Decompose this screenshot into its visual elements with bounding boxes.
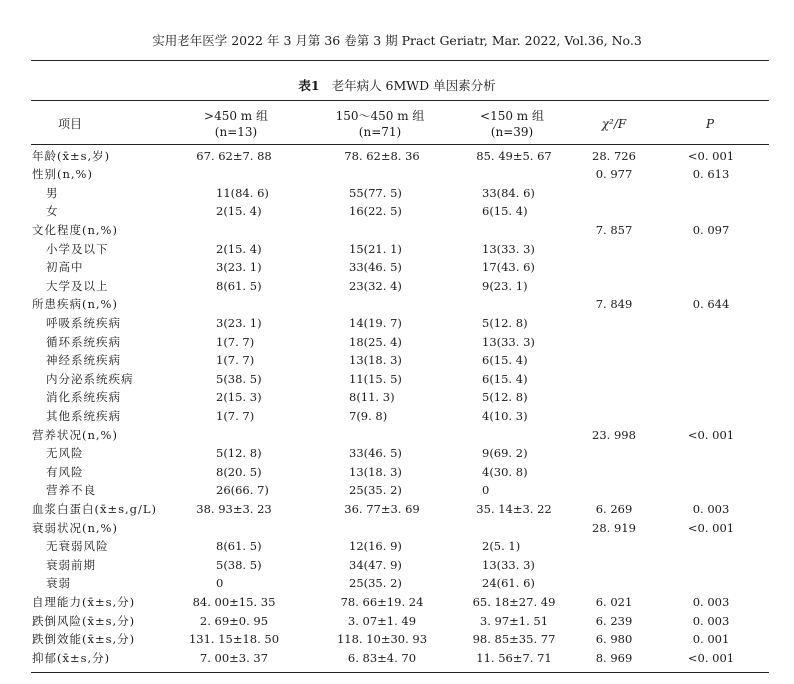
row-label: 营养不良 xyxy=(46,483,96,498)
cell-group3: 5(12. 8) xyxy=(482,315,528,330)
cell-group1: 67. 62±7. 88 xyxy=(196,148,272,163)
col-header-group1-n: (n=13) xyxy=(214,125,258,139)
cell-group2: 14(19. 7) xyxy=(349,315,402,330)
cell-group1: 3(23. 1) xyxy=(216,260,262,275)
cell-group1: 1(7. 7) xyxy=(216,408,255,423)
table-row xyxy=(0,277,794,296)
cell-group3: 6(15. 4) xyxy=(482,353,528,368)
table-row xyxy=(0,444,794,463)
table-title: 老年病人 6MWD 单因素分析 xyxy=(331,78,496,93)
cell-group2: 6. 83±4. 70 xyxy=(347,650,417,665)
table-row xyxy=(0,165,794,184)
row-label: 呼吸系统疾病 xyxy=(46,315,121,330)
cell-group2: 78. 66±19. 24 xyxy=(340,594,424,609)
table-row xyxy=(0,612,794,631)
cell-group3: 13(33. 3) xyxy=(482,241,535,256)
row-label: 无衰弱风险 xyxy=(46,539,109,554)
col-header-group3 xyxy=(462,108,562,140)
cell-group1: 131. 15±18. 50 xyxy=(188,632,280,647)
row-label: 文化程度(n,%) xyxy=(32,222,118,237)
cell-group3: 85. 49±5. 67 xyxy=(476,148,552,163)
cell-group3: 11. 56±7. 71 xyxy=(476,650,552,665)
table-top-rule xyxy=(31,100,769,101)
cell-p: 0. 003 xyxy=(692,613,730,628)
table-row xyxy=(0,351,794,370)
row-label: 性别(n,%) xyxy=(32,167,93,182)
cell-group1: 3(23. 1) xyxy=(216,315,262,330)
cell-p: 0. 003 xyxy=(692,501,730,516)
table-row xyxy=(0,630,794,649)
cell-stat: 8. 969 xyxy=(595,650,633,665)
cell-group2: 12(16. 9) xyxy=(349,539,402,554)
row-label: 跌倒风险(x̄±s,分) xyxy=(32,613,136,628)
cell-group1: 8(61. 5) xyxy=(216,278,262,293)
cell-group2: 118. 10±30. 93 xyxy=(336,632,428,647)
row-label: 其他系统疾病 xyxy=(46,408,121,423)
table-row xyxy=(0,500,794,519)
cell-p: <0. 001 xyxy=(687,650,735,665)
cell-stat: 6. 239 xyxy=(595,613,633,628)
table-row xyxy=(0,388,794,407)
row-label: 小学及以下 xyxy=(46,241,109,256)
row-label: 衰弱 xyxy=(46,576,71,591)
row-label: 跌倒效能(x̄±s,分) xyxy=(32,632,136,647)
cell-stat: 6. 980 xyxy=(595,632,633,647)
cell-group3: 24(61. 6) xyxy=(482,576,535,591)
table-header-rule xyxy=(31,144,769,145)
row-label: 营养状况(n,%) xyxy=(32,427,118,442)
cell-group3: 9(23. 1) xyxy=(482,278,528,293)
cell-group3: 9(69. 2) xyxy=(482,446,528,461)
row-label: 抑郁(x̄±s,分) xyxy=(32,650,111,665)
table-row xyxy=(0,240,794,259)
table-row xyxy=(0,593,794,612)
cell-group3: 13(33. 3) xyxy=(482,557,535,572)
row-label: 内分泌系统疾病 xyxy=(46,371,134,386)
cell-group2: 78. 62±8. 36 xyxy=(344,148,420,163)
table-row xyxy=(0,537,794,556)
row-label: 自理能力(x̄±s,分) xyxy=(32,594,136,609)
table-row xyxy=(0,314,794,333)
cell-stat: 28. 919 xyxy=(592,520,636,535)
table-row xyxy=(0,370,794,389)
cell-group3: 2(5. 1) xyxy=(482,539,521,554)
table-row xyxy=(0,295,794,314)
col-header-group1 xyxy=(186,108,286,140)
cell-group2: 33(46. 5) xyxy=(349,260,402,275)
table-row xyxy=(0,426,794,445)
cell-group1: 26(66. 7) xyxy=(216,483,269,498)
cell-p: <0. 001 xyxy=(687,148,735,163)
journal-header: 实用老年医学 2022 年 3 月第 36 卷第 3 期 Pract Geriatr, Mar. 2022, Vol.36, No.3 xyxy=(152,33,642,48)
cell-p: 0. 003 xyxy=(692,594,730,609)
col-header-stat-label: χ²/F xyxy=(601,117,627,131)
cell-group3: 35. 14±3. 22 xyxy=(476,501,552,516)
cell-stat: 0. 977 xyxy=(595,167,633,182)
table-row xyxy=(0,333,794,352)
cell-group2: 33(46. 5) xyxy=(349,446,402,461)
table-row xyxy=(0,221,794,240)
col-header-p xyxy=(680,116,740,132)
cell-group2: 8(11. 3) xyxy=(349,390,395,405)
table-row xyxy=(0,258,794,277)
table-number: 表1 xyxy=(298,78,320,93)
row-label: 衰弱状况(n,%) xyxy=(32,520,118,535)
table-row xyxy=(0,463,794,482)
row-label: 有风险 xyxy=(46,464,84,479)
cell-group2: 13(18. 3) xyxy=(349,353,402,368)
row-label: 消化系统疾病 xyxy=(46,390,121,405)
row-label: 男 xyxy=(46,185,59,200)
cell-group2: 36. 77±3. 69 xyxy=(344,501,420,516)
cell-group1: 5(12. 8) xyxy=(216,446,262,461)
table-row xyxy=(0,202,794,221)
cell-p: 0. 001 xyxy=(692,632,730,647)
cell-stat: 6. 021 xyxy=(595,594,633,609)
cell-group3: 17(43. 6) xyxy=(482,260,535,275)
row-label: 循环系统疾病 xyxy=(46,334,121,349)
cell-group2: 11(15. 5) xyxy=(349,371,402,386)
cell-group3: 98. 85±35. 77 xyxy=(472,632,556,647)
row-label: 女 xyxy=(46,204,59,219)
row-label: 神经系统疾病 xyxy=(46,353,121,368)
row-label: 所患疾病(n,%) xyxy=(32,297,118,312)
table-row xyxy=(0,147,794,166)
col-header-group2 xyxy=(320,108,440,140)
row-label: 大学及以上 xyxy=(46,278,109,293)
cell-group1: 84. 00±15. 35 xyxy=(192,594,276,609)
cell-group1: 11(84. 6) xyxy=(216,185,269,200)
cell-stat: 23. 998 xyxy=(592,427,636,442)
cell-group2: 3. 07±1. 49 xyxy=(347,613,417,628)
header-rule xyxy=(31,60,769,61)
cell-group2: 23(32. 4) xyxy=(349,278,402,293)
row-label: 血浆白蛋白(x̄±s,g/L) xyxy=(32,501,158,516)
cell-group1: 7. 00±3. 37 xyxy=(199,650,269,665)
cell-group1: 8(61. 5) xyxy=(216,539,262,554)
cell-group3: 13(33. 3) xyxy=(482,334,535,349)
col-header-item-label: 项目 xyxy=(57,117,82,131)
col-header-item xyxy=(40,116,100,132)
cell-group1: 1(7. 7) xyxy=(216,353,255,368)
cell-group2: 55(77. 5) xyxy=(349,185,402,200)
col-header-p-label: P xyxy=(705,117,715,131)
cell-stat: 6. 269 xyxy=(595,501,633,516)
cell-p: 0. 613 xyxy=(692,167,730,182)
cell-p: <0. 001 xyxy=(687,427,735,442)
cell-group3: 5(12. 8) xyxy=(482,390,528,405)
cell-p: 0. 644 xyxy=(692,297,730,312)
cell-stat: 7. 849 xyxy=(595,297,633,312)
cell-group2: 15(21. 1) xyxy=(349,241,402,256)
cell-group3: 6(15. 4) xyxy=(482,204,528,219)
table-bottom-rule xyxy=(31,672,769,673)
row-label: 年龄(x̄±s,岁) xyxy=(32,148,111,163)
cell-group2: 18(25. 4) xyxy=(349,334,402,349)
cell-p: <0. 001 xyxy=(687,520,735,535)
cell-group2: 7(9. 8) xyxy=(349,408,388,423)
table-row xyxy=(0,556,794,575)
cell-group3: 6(15. 4) xyxy=(482,371,528,386)
table-caption xyxy=(0,76,794,94)
cell-group3: 3. 97±1. 51 xyxy=(479,613,549,628)
cell-stat: 28. 726 xyxy=(592,148,636,163)
cell-group3: 4(30. 8) xyxy=(482,464,528,479)
table-row xyxy=(0,649,794,668)
table-row xyxy=(0,407,794,426)
cell-group2: 25(35. 2) xyxy=(349,576,402,591)
table-row xyxy=(0,574,794,593)
cell-group1: 8(20. 5) xyxy=(216,464,262,479)
cell-group3: 0 xyxy=(482,483,490,498)
col-header-group2-label: 150～450 m 组 xyxy=(335,109,425,123)
col-header-group1-label: >450 m 组 xyxy=(204,109,268,123)
cell-group2: 16(22. 5) xyxy=(349,204,402,219)
cell-group2: 34(47. 9) xyxy=(349,557,402,572)
cell-group1: 0 xyxy=(216,576,224,591)
cell-group1: 38. 93±3. 23 xyxy=(196,501,272,516)
col-header-group3-n: (n=39) xyxy=(490,125,534,139)
cell-group1: 2(15. 4) xyxy=(216,204,262,219)
cell-group1: 5(38. 5) xyxy=(216,557,262,572)
cell-group3: 4(10. 3) xyxy=(482,408,528,423)
table-row xyxy=(0,184,794,203)
table-row xyxy=(0,519,794,538)
row-label: 衰弱前期 xyxy=(46,557,96,572)
cell-stat: 7. 857 xyxy=(595,222,633,237)
cell-group2: 13(18. 3) xyxy=(349,464,402,479)
table-row xyxy=(0,481,794,500)
col-header-group3-label: <150 m 组 xyxy=(480,109,544,123)
cell-group1: 2. 69±0. 95 xyxy=(199,613,269,628)
col-header-group2-n: (n=71) xyxy=(358,125,402,139)
cell-group3: 33(84. 6) xyxy=(482,185,535,200)
col-header-stat xyxy=(584,116,644,132)
cell-group1: 5(38. 5) xyxy=(216,371,262,386)
cell-group1: 2(15. 4) xyxy=(216,241,262,256)
row-label: 无风险 xyxy=(46,446,84,461)
row-label: 初高中 xyxy=(46,260,84,275)
cell-group1: 2(15. 3) xyxy=(216,390,262,405)
cell-group1: 1(7. 7) xyxy=(216,334,255,349)
cell-group2: 25(35. 2) xyxy=(349,483,402,498)
cell-p: 0. 097 xyxy=(692,222,730,237)
cell-group3: 65. 18±27. 49 xyxy=(472,594,556,609)
